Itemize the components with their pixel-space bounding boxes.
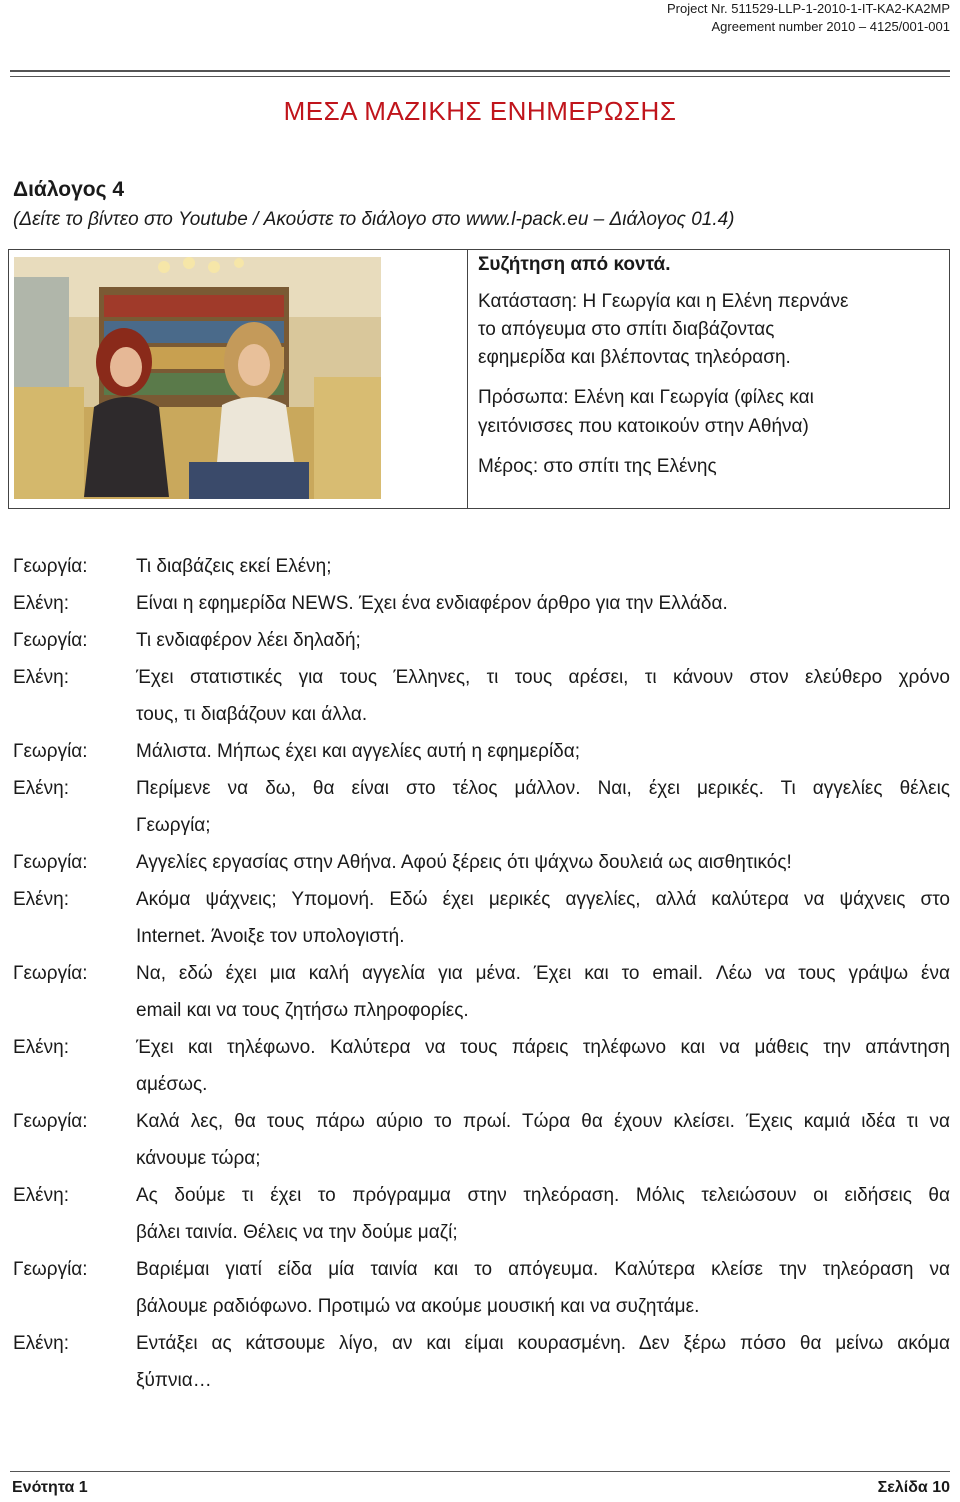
- dialogue-line: [13, 1325, 950, 1362]
- utterance-text: Είναι η εφημερίδα NEWS. Έχει ένα ενδιαφέρον άρθρο για την Ελλάδα.: [136, 593, 728, 614]
- dialogue-line: [13, 807, 950, 844]
- speaker-label: Ελένη:: [13, 1037, 69, 1058]
- dialogue-line: [13, 733, 950, 770]
- dialogue-line: [13, 918, 950, 955]
- dialogue-line: [13, 1362, 950, 1399]
- speaker-label: Ελένη:: [13, 778, 69, 799]
- utterance-text: Ας δούμε τι έχει το πρόγραμμα στην τηλεόραση. Μόλις τελειώσουν οι ειδήσεις θα: [136, 1185, 950, 1206]
- footer-unit: Ενότητα 1: [12, 1479, 88, 1496]
- utterance-text: Αγγελίες εργασίας στην Αθήνα. Αφού ξέρεις ότι ψάχνω δουλειά ως αισθητικός!: [136, 852, 792, 873]
- dialogue-line: [13, 1251, 950, 1288]
- dialogue-subtitle: (Δείτε το βίντεο στο Youtube / Ακούστε το διάλογο στο www.l-pack.eu – Διάλογος 01.4): [13, 209, 735, 230]
- utterance-text: Να, εδώ έχει μια καλή αγγελία για μένα. Έχει και το email. Λέω να τους γράψω ένα: [136, 963, 950, 984]
- dialogue-line: [13, 696, 950, 733]
- speaker-label: Γεωργία:: [13, 1111, 88, 1132]
- speaker-label: [13, 1288, 136, 1325]
- agreement-number: Agreement number 2010 – 4125/001-001: [711, 19, 950, 34]
- project-number: Project Nr. 511529-LLP-1-2010-1-IT-KA2-KA2MP: [666, 1, 950, 16]
- header-rule: [10, 70, 950, 72]
- utterance-text: βάλει ταινία. Θέλεις να την δούμε μαζί;: [136, 1222, 458, 1243]
- dialogue-line: [13, 844, 950, 881]
- speaker-label: Γεωργία:: [13, 963, 88, 984]
- utterance-text: ξύπνια…: [136, 1370, 212, 1391]
- speaker-label: Γεωργία:: [13, 1259, 88, 1280]
- utterance-text: αμέσως.: [136, 1074, 208, 1095]
- dialogue-line: [13, 1177, 950, 1214]
- dialogue-transcript: [13, 548, 950, 1399]
- utterance-text: Έχει και τηλέφωνο. Καλύτερα να τους πάρεις τηλέφωνο και να μάθεις την απάντηση: [136, 1037, 950, 1058]
- page-header: [667, 0, 950, 36]
- situation-line-2: το απόγευμα στο σπίτι διαβάζοντας: [478, 319, 775, 340]
- utterance-text: Ακόμα ψάχνεις; Υπομονή. Εδώ έχει μερικές αγγελίες, αλλά καλύτερα να ψάχνεις στο: [136, 889, 950, 910]
- living-room-photo: [14, 257, 381, 499]
- speaker-label: [13, 807, 136, 844]
- dialogue-line: [13, 548, 950, 585]
- utterance-text: τους, τι διαβάζουν και άλλα.: [136, 704, 368, 725]
- speaker-label: [13, 1214, 136, 1251]
- page-title: ΜΕΣΑ ΜΑΖΙΚΗΣ ΕΝΗΜΕΡΩΣΗΣ: [283, 96, 677, 126]
- scenario-info-box: [468, 249, 950, 509]
- speaker-label: Ελένη:: [13, 889, 69, 910]
- situation-line-3: εφημερίδα και βλέποντας τηλεόραση.: [478, 347, 791, 368]
- utterance-text: Τι ενδιαφέρον λέει δηλαδή;: [136, 630, 361, 651]
- footer-rule: [10, 1471, 950, 1472]
- persons-line-2: γειτόνισσες που κατοικούν στην Αθήνα): [478, 416, 809, 437]
- dialogue-line: [13, 1029, 950, 1066]
- utterance-text: Εντάξει ας κάτσουμε λίγο, αν και είμαι κουρασμένη. Δεν ξέρω πόσο θα μείνω ακόμα: [136, 1333, 950, 1354]
- situation-line-1: Κατάσταση: Η Γεωργία και η Ελένη περνάνε: [478, 291, 849, 312]
- speaker-label: [13, 1066, 136, 1103]
- dialogue-line: [13, 992, 950, 1029]
- dialogue-line: [13, 1140, 950, 1177]
- speaker-label: Γεωργία:: [13, 852, 88, 873]
- dialogue-line: [13, 1214, 950, 1251]
- speaker-label: Γεωργία:: [13, 741, 88, 762]
- speaker-label: Γεωργία:: [13, 556, 88, 577]
- persons-line-1: Πρόσωπα: Ελένη και Γεωργία (φίλες και: [478, 387, 814, 408]
- speaker-label: Γεωργία:: [13, 630, 88, 651]
- dialogue-line: [13, 1288, 950, 1325]
- footer-page-number: Σελίδα 10: [877, 1479, 950, 1496]
- speaker-label: [13, 992, 136, 1029]
- speaker-label: Ελένη:: [13, 667, 69, 688]
- speaker-label: [13, 1140, 136, 1177]
- utterance-text: Βαριέμαι γιατί είδα μία ταινία και το απόγευμα. Καλύτερα κλείσε την τηλεόραση να: [136, 1259, 950, 1280]
- utterance-text: Καλά λες, θα τους πάρω αύριο το πρωί. Τώρα θα έχουν κλείσει. Έχεις καμιά ιδέα τι να: [136, 1111, 950, 1132]
- utterance-text: Έχει στατιστικές για τους Έλληνες, τι τους αρέσει, τι κάνουν στον ελεύθερο χρόνο: [136, 667, 950, 688]
- dialogue-line: [13, 881, 950, 918]
- speaker-label: Ελένη:: [13, 1185, 69, 1206]
- header-rule-thin: [10, 76, 950, 77]
- dialogue-line: [13, 1103, 950, 1140]
- utterance-text: Τι διαβάζεις εκεί Ελένη;: [136, 556, 332, 577]
- dialogue-line: [13, 585, 950, 622]
- dialogue-line: [13, 622, 950, 659]
- dialogue-line: [13, 1066, 950, 1103]
- photo-cell: [8, 249, 468, 509]
- speaker-label: Ελένη:: [13, 1333, 69, 1354]
- dialogue-title: Διάλογος 4: [13, 178, 125, 201]
- speaker-label: Ελένη:: [13, 593, 69, 614]
- speaker-label: [13, 918, 136, 955]
- dialogue-line: [13, 659, 950, 696]
- dialogue-line: [13, 770, 950, 807]
- scenario-title: Συζήτηση από κοντά.: [478, 254, 671, 275]
- speaker-label: [13, 696, 136, 733]
- speaker-label: [13, 1362, 136, 1399]
- utterance-text: Internet. Άνοιξε τον υπολογιστή.: [136, 926, 405, 947]
- utterance-text: Μάλιστα. Μήπως έχει και αγγελίες αυτή η εφημερίδα;: [136, 741, 581, 762]
- place-line: Μέρος: στο σπίτι της Ελένης: [478, 456, 717, 477]
- utterance-text: κάνουμε τώρα;: [136, 1148, 261, 1169]
- utterance-text: Περίμενε να δω, θα είναι στο τέλος μάλλον. Ναι, έχει μερικές. Τι αγγελίες θέλεις: [136, 778, 950, 799]
- utterance-text: βάλουμε ραδιόφωνο. Προτιμώ να ακούμε μουσική και να συζητάμε.: [136, 1296, 700, 1317]
- utterance-text: Γεωργία;: [136, 815, 211, 836]
- dialogue-line: [13, 955, 950, 992]
- utterance-text: email και να τους ζητήσω πληροφορίες.: [136, 1000, 469, 1021]
